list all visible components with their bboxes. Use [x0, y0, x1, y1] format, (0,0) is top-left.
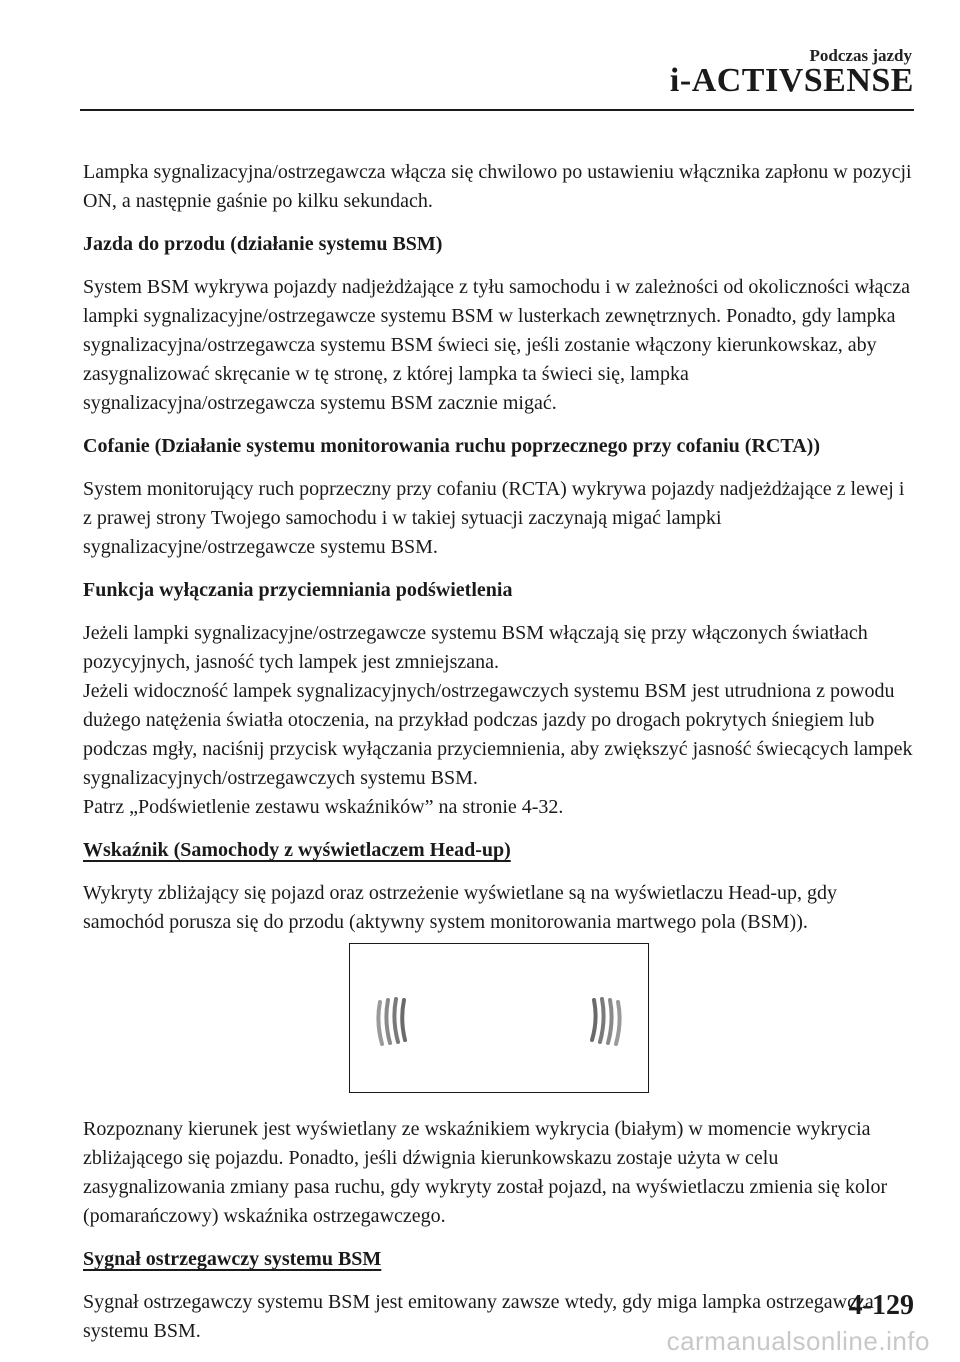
heading-reversing: Cofanie (Działanie systemu monitorowania ruchu poprzecznego przy cofaniu (RCTA)): [83, 435, 820, 457]
forward-driving-paragraph: System BSM wykrywa pojazdy nadjeżdżające z tyłu samochodu i w zależności od okoliczności włącza lampki sygnalizacyjne/ostrzegawcze systemu BSM w lusterkach zewnętrznych. Ponadto, gdy lampka sygnalizacyjna/ostrzegawcza systemu BSM świeci się, jeśli zostanie włączony kierunkowskaz, aby zasygnalizować skręcanie w tę stronę, z której lampka ta świeci się, lampka sygnalizacyjna/ostrzegawcza systemu BSM zacznie migać.: [83, 276, 910, 414]
header-rule: [80, 109, 914, 111]
left-detection-indicator-icon: [378, 999, 405, 1044]
hud-indicator-figure: [349, 943, 649, 1093]
heading-warning-sound: Sygnał ostrzegawczy systemu BSM: [83, 1248, 382, 1270]
page-number: 4-129: [848, 1290, 914, 1321]
intro-paragraph: Lampka sygnalizacyjna/ostrzegawcza włącza się chwilowo po ustawieniu włącznika zapłonu w pozycji ON, a następnie gaśnie po kilku sekundach.: [83, 161, 912, 212]
chapter-title: i-ACTIVSENSE: [669, 62, 914, 99]
watermark: carmanualsonline.info: [666, 1326, 930, 1356]
right-detection-indicator-icon: [592, 999, 620, 1044]
dimmer-paragraph-2: Jeżeli widoczność lampek sygnalizacyjnych/ostrzegawczych systemu BSM jest utrudniona z powodu dużego natężenia światła otoczenia, na przykład podczas jazdy po drogach pokrytych śniegiem lub podczas mgły, naciśnij przycisk wyłączania przyciemnienia, aby zwiększyć jasność świecących lampek sygnalizacyjnych/ostrzegawczych systemu BSM.: [83, 680, 913, 789]
heading-dimmer-cancel: Funkcja wyłączania przyciemniania podświetlenia: [83, 579, 513, 601]
heading-hud-indicator: Wskaźnik (Samochody z wyświetlaczem Head-up): [83, 839, 511, 861]
reversing-paragraph: System monitorujący ruch poprzeczny przy cofaniu (RCTA) wykrywa pojazdy nadjeżdżające z lewej i z prawej strony Twojego samochodu i w takiej sytuacji zaczynają migać lampki sygnalizacyjne/ostrzegawcze systemu BSM.: [83, 478, 905, 558]
dimmer-paragraph-1: Jeżeli lampki sygnalizacyjne/ostrzegawcze systemu BSM włączają się przy włączonych światłach pozycyjnych, jasność tych lampek jest zmniejszana.: [83, 622, 868, 673]
page-content: [83, 158, 915, 1360]
section-label: Podczas jazdy: [809, 46, 912, 65]
hud-paragraph: Wykryty zbliżający się pojazd oraz ostrzeżenie wyświetlane są na wyświetlaczu Head-up, gdy samochód porusza się do przodu (aktywny system monitorowania martwego pola (BSM)).: [83, 882, 838, 933]
warning-sound-paragraph: Sygnał ostrzegawczy systemu BSM jest emitowany zawsze wtedy, gdy miga lampka ostrzegawcza systemu BSM.: [83, 1291, 874, 1342]
dimmer-reference: Patrz „Podświetlenie zestawu wskaźników” na stronie 4-32.: [83, 796, 564, 818]
heading-forward-driving: Jazda do przodu (działanie systemu BSM): [83, 233, 443, 255]
detection-paragraph: Rozpoznany kierunek jest wyświetlany ze wskaźnikiem wykrycia (białym) w momencie wykrycia zbliżającego się pojazdu. Ponadto, jeśli dźwignia kierunkowskazu zostaje użyta w celu zasygnalizowania zmiany pasa ruchu, gdy wykryty został pojazd, na wyświetlaczu zmienia się kolor (pomarańczowy) wskaźnika ostrzegawczego.: [83, 1118, 888, 1227]
